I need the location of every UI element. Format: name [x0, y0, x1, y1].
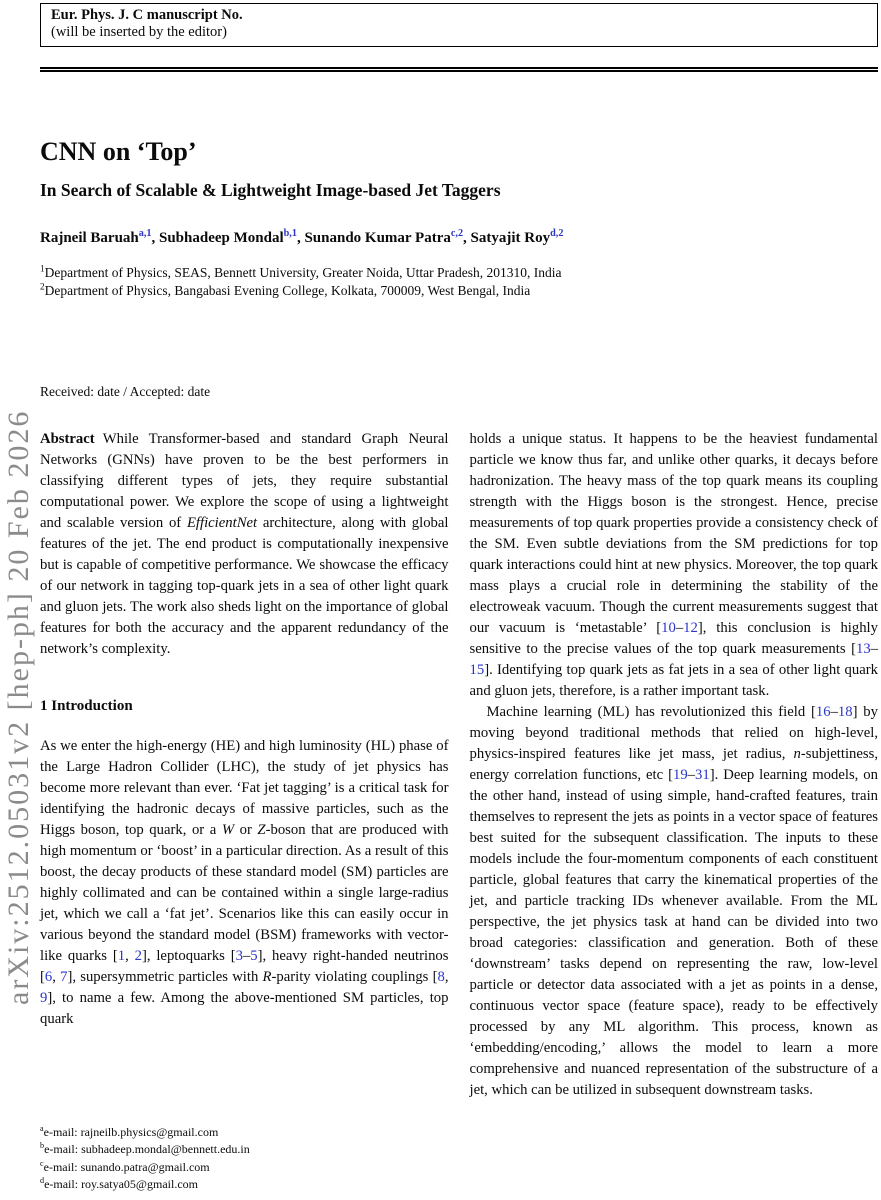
text-run: ,	[444, 968, 449, 985]
citation-link[interactable]: 2	[134, 947, 142, 964]
text-run: –	[870, 640, 878, 657]
text-run: –	[687, 766, 696, 783]
superscript-mark: 2	[40, 281, 45, 292]
text-run: –	[675, 619, 684, 636]
superscript-mark: d	[40, 1176, 45, 1186]
text-run: e-mail: sunando.patra@gmail.com	[43, 1159, 210, 1174]
abstract-label: Abstract	[40, 430, 95, 447]
text-run: -subjettiness, energy correlation functions, etc [	[469, 745, 878, 783]
text-run: , Satyajit Roy	[463, 229, 551, 246]
text-run: , Sunando Kumar Patra	[296, 229, 451, 246]
footnote-c	[40, 1159, 449, 1177]
italic-run: R	[262, 968, 272, 985]
citation-link[interactable]: 18	[837, 703, 853, 720]
citation-link[interactable]: 7	[60, 968, 68, 985]
citation-link[interactable]: 13	[855, 640, 871, 657]
text-run: ]. Identifying top quark jets as fat jets in a sea of other light quark and gluon jets, therefore, is a rather important task.	[469, 661, 878, 699]
abstract-text	[40, 431, 449, 657]
left-column	[40, 429, 449, 1197]
text-run: e-mail: subhadeep.mondal@bennett.edu.in	[44, 1142, 250, 1157]
arxiv-watermark: arXiv:2512.05031v2 [hep-ph] 20 Feb 2026	[2, 409, 35, 1005]
citation-link[interactable]: 1	[117, 947, 126, 964]
footnotes	[40, 1124, 449, 1197]
affiliation-1	[40, 264, 878, 282]
text-run: –	[242, 947, 251, 964]
text-run: architecture, along with global features of the jet. The end product is computationally inexpensive but is capable of competitive performance. We showcase the efficacy of our network in tagging top-quark jets in a sea of other light quark and gluon jets. The work also sheds light on the importance of global features for both the accuracy and the apparent redundancy of the network’s complexity.	[40, 514, 449, 657]
citation-link[interactable]: 6	[44, 968, 53, 985]
text-run: ], heavy right-handed neutrinos [	[40, 947, 449, 985]
text-run: ], supersymmetric particles with	[67, 968, 263, 985]
footnote-a	[40, 1124, 449, 1142]
text-run: While Transformer-based and standard Graph Neural Networks (GNNs) have proven to be the best performers in classifying different types of jets, they require substantial computational power. We explore the scope of using a lightweight and scalable version of	[40, 430, 449, 531]
text-run: ], leptoquarks [	[141, 947, 236, 964]
text-run: ,	[125, 947, 135, 964]
text-run: Department of Physics, Bangabasi Evening College, Kolkata, 700009, West Bengal, India	[44, 282, 531, 298]
citation-link[interactable]: 3	[235, 947, 243, 964]
superscript-mark: c	[40, 1158, 44, 1168]
right-column	[470, 429, 879, 1197]
citation-link[interactable]: 19	[672, 766, 688, 783]
footnote-b	[40, 1141, 449, 1159]
text-run: or	[234, 821, 258, 838]
text-run: e-mail: roy.satya05@gmail.com	[44, 1177, 198, 1192]
intro-paragraph-3	[470, 702, 879, 1101]
citation-link[interactable]: 15	[469, 661, 485, 678]
text-run: Machine learning (ML) has revolutionized this field [	[486, 703, 816, 720]
text-run: ], this conclusion is highly sensitive to the precise values of the top quark measurements [	[469, 619, 878, 657]
abstract-paragraph	[40, 429, 449, 660]
text-run: holds a unique status. It happens to be the heaviest fundamental particle we know thus far, and unlike other quarks, it decays before hadronization. The heavy mass of the top quark means its coupling strength with the Higgs boson is the strongest. Hence, precise measurements of top quark properties provide a consistency check of the SM. Even subtle deviations from the SM predictions for top quark interactions could hint at new physics. Moreover, the top quark mass plays a crucial role in determining the stability of the electroweak vacuum. Though the current measurements suggest that our vacuum is ‘metastable’ [	[469, 430, 878, 636]
text-run: ], to name a few. Among the above-mentioned SM particles, top quark	[40, 989, 449, 1027]
superscript-link[interactable]: b,1	[283, 227, 297, 239]
italic-run: W	[221, 821, 235, 838]
journal-header-box	[40, 3, 878, 47]
italic-run: n	[793, 745, 801, 762]
superscript-link[interactable]: a,1	[138, 227, 152, 239]
citation-link[interactable]: 5	[250, 947, 258, 964]
text-run: Department of Physics, SEAS, Bennett University, Greater Noida, Uttar Pradesh, 201310, India	[44, 264, 562, 280]
italic-run: Z	[257, 821, 266, 838]
paper-subtitle: In Search of Scalable & Lightweight Image-based Jet Taggers	[40, 179, 501, 200]
journal-name: Eur. Phys. J. C manuscript No.	[51, 7, 243, 23]
superscript-mark: a	[40, 1123, 44, 1133]
text-run: Rajneil Baruah	[40, 229, 139, 246]
text-run: ] by moving beyond traditional methods that relied on high-level, physics-inspired features like jet mass, jet radius,	[469, 703, 878, 762]
paper-title: CNN on ‘Top’	[40, 137, 197, 166]
citation-link[interactable]: 31	[695, 766, 710, 783]
text-run: -boson that are produced with high momentum or ‘boost’ in a particular direction. As a result of this boost, the decay products of these standard model (SM) particles are highly collimated and can be contained within a single large-radius jet, which we call a ‘fat jet’. Scenarios like this can easily occur in various beyond the standard model (BSM) frameworks with vector-like quarks [	[40, 821, 449, 964]
citation-link[interactable]: 9	[40, 989, 48, 1006]
superscript-link[interactable]: d,2	[550, 227, 564, 239]
text-run: As we enter the high-energy (HE) and high luminosity (HL) phase of the Large Hadron Collider (LHC), the study of jet physics has become more relevant than ever. ‘Fat jet tagging’ is a critical task for identifying the hadronic decays of massive particles, such as the Higgs boson, top quark, or a	[40, 737, 449, 838]
citation-link[interactable]: 16	[815, 703, 831, 720]
text-run: -parity violating couplings [	[271, 968, 438, 985]
italic-run: EfficientNet	[186, 514, 258, 531]
section-heading-introduction: 1 Introduction	[40, 697, 133, 714]
superscript-link[interactable]: c,2	[450, 227, 464, 239]
intro-paragraph-1	[40, 736, 449, 1030]
text-run: –	[830, 703, 838, 720]
page-content	[40, 0, 878, 1197]
header-rule	[40, 67, 878, 72]
citation-link[interactable]: 10	[661, 619, 676, 636]
superscript-mark: 1	[40, 263, 45, 274]
author-line	[40, 227, 878, 247]
citation-link[interactable]: 12	[683, 619, 698, 636]
footnote-d	[40, 1176, 449, 1194]
affiliations	[40, 264, 878, 300]
text-run: e-mail: rajneilb.physics@gmail.com	[43, 1124, 219, 1139]
citation-link[interactable]: 8	[437, 968, 445, 985]
text-run: ]. Deep learning models, on the other hand, instead of using simple, hand-crafted features, train themselves to represent the jets as points in a vector space of features best suited for the subsequent classification. The inputs to these models include the four-momentum components of each constituent particle, global features that carry the kinematical properties of the jet, and particle tracking IDs whenever available. From the ML perspective, the jet physics task at hand can be divided into two broad categories: classification and generation. Both of these ‘downstream’ tasks depend on representing the raw, low-level particle or detector data associated with a jet as points in a dense, continuous vector space (feature space), ready to be effectively processed by any ML algorithm. This process, known as ‘embedding/encoding,’ allows the model to learn a more comprehensive and nuanced representation of the substructure of a jet, which can be utilized in subsequent downstream tasks.	[469, 766, 878, 1098]
received-accepted: Received: date / Accepted: date	[40, 383, 211, 399]
two-column-body	[40, 429, 878, 1197]
intro-paragraph-2	[470, 429, 879, 702]
affiliation-2	[40, 282, 878, 300]
text-run: ,	[52, 968, 61, 985]
text-run: , Subhadeep Mondal	[151, 229, 284, 246]
superscript-mark: b	[40, 1141, 45, 1151]
journal-note: (will be inserted by the editor)	[51, 24, 227, 40]
